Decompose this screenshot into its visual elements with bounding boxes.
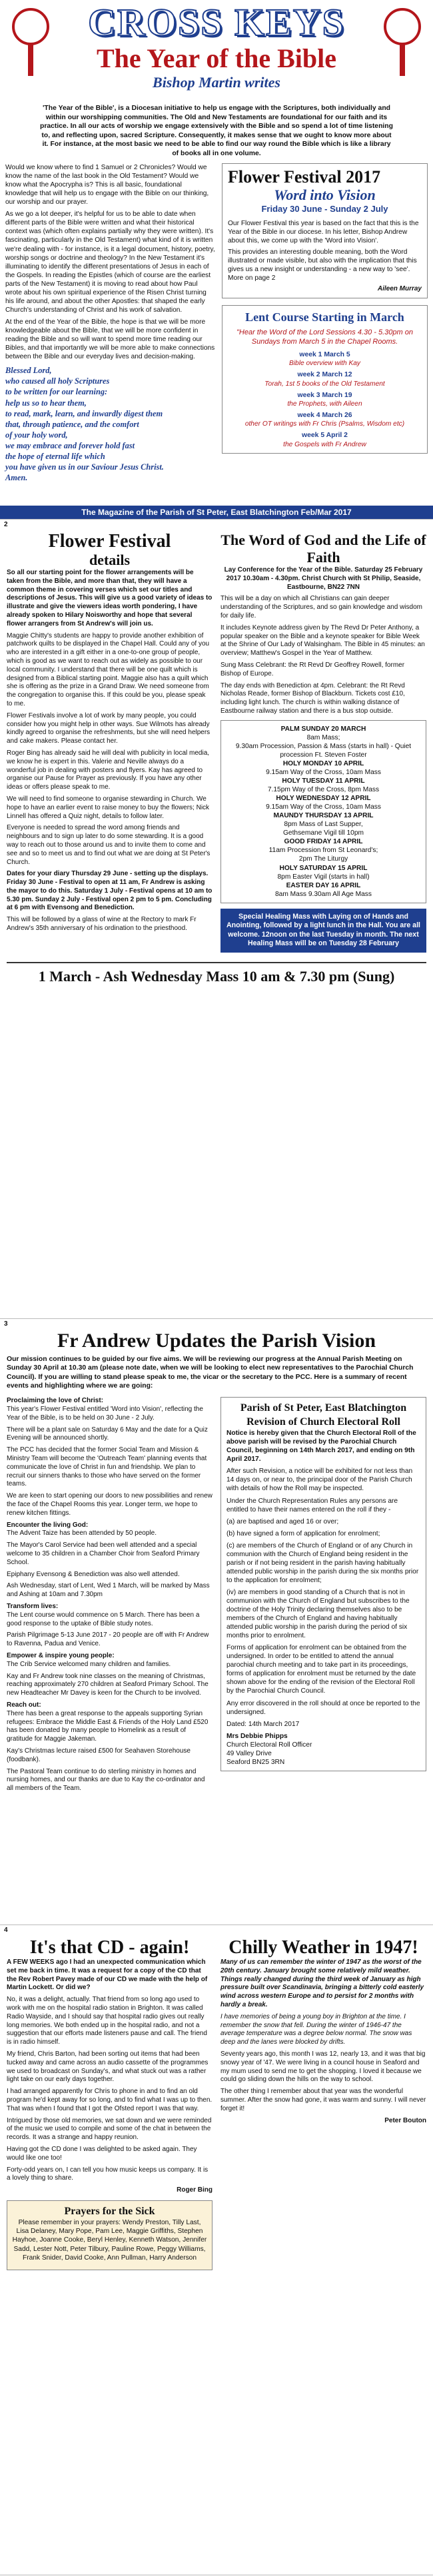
schedule-line: MAUNDY THURSDAY 13 APRIL — [273, 812, 374, 820]
wolf-subheading: Lay Conference for the Year of the Bible. Saturday 25 February 2017 10.30am - 4.30pm. Christ Church with St Philip, Seaside, Eastbourne, BN22 7NN — [224, 566, 423, 591]
collect-line: help us so to hear them, — [5, 398, 87, 408]
cd-article — [7, 1937, 213, 2270]
aim-item: Parish Pilgrimage 5-13 June 2017 - 20 people are off with Fr Andrew to Ravenna, Padua and Venice. — [7, 1631, 209, 1648]
collect-line: we may embrace and forever hold fast — [5, 441, 135, 450]
chilly-author: Peter Bouton — [384, 2116, 426, 2124]
collect-line: of your holy word, — [5, 430, 68, 440]
cd-title: It's that CD - again! — [29, 1937, 190, 1958]
lent-topic: the Gospels with Fr Andrew — [283, 440, 366, 448]
signer-line: Church Electoral Roll Officer — [226, 1741, 312, 1749]
schedule-line: 2pm The Liturgy — [298, 855, 348, 863]
intro-paragraph: 'The Year of the Bible', is a Diocesan initiative to help us engage with the Scriptures, both individually and within our worshipping communities. The Old and New Testaments are foundational for our faith and its practice. In all our acts of worship we engage extensively with the Bible and so spend a lot of time listening to, and reflecting upon, sacred Scripture. Consequently, it makes sense that we ought to know more about it. For instance, at the most basic we need to be able to find our way round the Bible which is like a library of books all in one volume. — [39, 105, 394, 157]
festival-subtitle: Word into Vision — [274, 187, 376, 204]
collect-line: that, through patience, and the comfort — [5, 419, 139, 429]
signer-line: Mrs Debbie Phipps — [226, 1732, 288, 1740]
aim-item: The Lent course would commence on 5 March. There has been a good response to the uptake of Bible study notes. — [7, 1611, 200, 1627]
notice-paragraph: Notice is hereby given that the Church Electoral Roll of the above parish will be revised by the Parochial Church Council, beginning on 14th March 2017, and ending on 9th April 2017. — [226, 1430, 416, 1464]
page2-columns — [0, 529, 433, 955]
magazine-footer: The Magazine of the Parish of St Peter, East Blatchington Feb/Mar 2017 — [0, 506, 433, 519]
vision-title: Fr Andrew Updates the Parish Vision — [57, 1330, 376, 1352]
aim-item: The Mayor's Carol Service had been well attended and a special welcome to 35 children in a Chamber Choir from Seaford Primary School. — [7, 1541, 200, 1566]
chilly-title: Chilly Weather in 1947! — [228, 1937, 418, 1958]
flower-paragraph: Everyone is needed to spread the word among friends and neighbours and to sign up later to do some stewarding. It is a good way to reach out to those around us and to invite them to come and see and so to meet us and to find out what we are doing at St Peter's Church. — [7, 824, 211, 866]
notice-item: (b) have signed a form of application for enrolment; — [226, 1529, 380, 1537]
collect-line: Blessed Lord, — [5, 366, 52, 376]
vision-lead: Our mission continues to be guided by our five aims. We will be reviewing our progress at the Annual Parish Meeting on Sunday 30 April at 10.30 am (please note date, when we will be looking to elect new representatives to the Parochial Church Council). If you are willing to stand please speak to me, the vicar or the secretary to the PCC. Here is a summary of recent events and highlighting where we are going: — [7, 1356, 414, 1390]
page-3 — [0, 1319, 433, 1925]
wolf-paragraph: Sung Mass Celebrant: the Rt Revd Dr Geoffrey Rowell, former Bishop of Europe. — [220, 661, 405, 677]
notice-subtitle: Revision of Church Electoral Roll — [246, 1416, 400, 1428]
collect-line: to be written for our learning: — [5, 387, 108, 397]
wolf-paragraph: The day ends with Benediction at 4pm. Celebrant: the Rt Revd Nicholas Reade, former Bishop of Blackburn. Tickets cost £10, including light lunch. The church is within walking distance of Eastbourne railway station and there is a bus stop outside. — [220, 681, 405, 715]
notice-paragraph: After such Revision, a notice will be exhibited for not less than 14 days on, or near to, the principal door of the Parish Church with details of how the Roll may be inspected. — [226, 1468, 413, 1493]
lent-week: week 4 March 26 — [297, 412, 352, 420]
schedule-line: 7.15pm Way of the Cross, 8pm Mass — [267, 786, 380, 794]
notice-paragraph: Forms of application for enrolment can be obtained from the undersigned. In order to be entitled to attend the annual parochial church meeting and to take part in its proceedings, forms of application for enrolment must be returned by the date shown above for the ending of the revision of the Electoral Roll by the Parochial Church Council. — [226, 1644, 416, 1695]
lent-title: Lent Course Starting in March — [245, 310, 404, 324]
magazine-title: CROSS KEYS — [88, 1, 345, 44]
letter-paragraph: At the end of the Year of the Bible, the hope is that we will be more knowledgeable about the Bible, that we will be more confident in reading the Bible and so will want to spend more time reading our Bibles, and that importantly we will be more able to make connections between the Bible and our everyday lives and decision-making. — [5, 318, 215, 361]
aim-heading: Proclaiming the love of Christ: — [7, 1397, 104, 1405]
electoral-roll-notice — [220, 1397, 426, 1797]
aim-item: There has been a great response to the appeals supporting Syrian refugees: Embrace the Middle East & Friends of the Holy Land £520 has been donated by many people to Homelink as a result of gratitude for Maggie Jakeman. — [7, 1709, 209, 1743]
cd-paragraph: A FEW WEEKS ago I had an unexpected communication which set me back in time. It was a request for a copy of the CD that the Rev Robert Pavey made of our CD we made with the help of Martin Lockett. Or did we? — [7, 1958, 208, 1992]
cd-paragraph: Intrigued by those old memories, we sat down and we were reminded of the music we used to compile and some of the chat in between the records. It was a strange and happy reunion. — [7, 2116, 212, 2142]
holy-week-schedule — [220, 720, 426, 903]
schedule-line: HOLY TUESDAY 11 APRIL — [282, 777, 365, 785]
page1-columns — [0, 163, 433, 483]
page-4 — [0, 1925, 433, 2575]
collect-line: the hope of eternal life which — [5, 452, 105, 462]
notice-paragraph: Any error discovered in the roll should at once be reported to the undersigned. — [226, 1699, 420, 1716]
schedule-line: HOLY WEDNESDAY 12 APRIL — [276, 795, 371, 803]
lent-week: week 1 March 5 — [299, 351, 350, 359]
letter-paragraph: Would we know where to find 1 Samuel or 2 Chronicles? Would we know the name of the last book in the Old Testament? Would we know what the Apocrypha is? This is all basic, foundational knowledge that will help us to engage with the Bible on our thinking, our worship and our prayer. — [5, 164, 209, 207]
aim-item: Ash Wednesday, start of Lent, Wed 1 March, will be marked by Mass and Ashing at 10am and 7.30pm — [7, 1582, 210, 1599]
aim-item: The Crib Service welcomed many children and families. — [7, 1660, 171, 1668]
schedule-line: HOLY MONDAY 10 APRIL — [282, 759, 364, 767]
notice-title: Parish of St Peter, East Blatchington — [240, 1402, 407, 1414]
cd-paragraph: My friend, Chris Barton, had been sorting out items that had been tucked away and came across an audio cassette of the programmes we used to broadcast on Sunday's, and what stuck out was a rather light take on our early days together. — [7, 2050, 209, 2084]
aim-item: Epiphany Evensong & Benediction was also well attended. — [7, 1570, 180, 1578]
schedule-line: HOLY SATURDAY 15 APRIL — [279, 864, 368, 872]
flower-paragraph: Flower Festivals involve a lot of work by many people, you could consider how you might help in other ways. Sue Wilmots has already kindly agreed to organise the refreshments, but she will need helpers and cake makers. Please contact her. — [7, 711, 211, 745]
sidebar-boxes — [222, 163, 428, 483]
aim-item: Kay's Christmas lecture raised £500 for Seahaven Storehouse (foodbank). — [7, 1747, 191, 1763]
festival-signature: Aileen Murray — [377, 285, 422, 293]
aim-heading: Reach out: — [7, 1701, 41, 1709]
aim-item: We are keen to start opening our doors to new possibilities and renew the face of the Chapel Rooms this year. Longer term, we hope to renew kitchen fittings. — [7, 1492, 213, 1517]
lent-week: week 2 March 12 — [297, 371, 352, 379]
letter-paragraph: As we go a lot deeper, it's helpful for us to be able to date when different parts of the Bible were written and what their historical context was (which often explains partially why they were written). It's fascinating, particularly in the Old Testament) what kind of it is written we're dealing with - for instance, is it a legal document, history, poetry, worship songs or doctrine and theology? In the New Testament it's illuminating to identify the different presentations of Jesus in each of the Gospels. In reading the Epistles (which of course are the earliest parts of the New Testament) it is moving to read about how Paul wrote about his own spiritual experience of the Risen Christ turning his life around, and about the other Apostles: that shaped the early Church's understanding of Christ and his work of salvation. — [5, 211, 215, 314]
cd-paragraph: No, it was a delight, actually. That friend from so long ago used to work with me on the hospital radio station in Brighton. It was called Radio Wayside, and I should say that hospital radio gives out really long memories. We both ended up in the hospital radio, and not a suggestion that our efforts made listeners pause and call. The friend is in radio himself. — [7, 1996, 207, 2046]
aim-item: The PCC has decided that the former Social Team and Mission & Ministry Team will become the 'Outreach Team' planning events that communicate the love of Christ in fun and friendship. We plan to recruit our sinners thanks to those who have served on the former teams. — [7, 1446, 207, 1488]
aim-item: This year's Flower Festival entitled 'Word into Vision', reflecting the Year of the Bible, is to be held on 30 June - 2 July. — [7, 1406, 203, 1422]
wolf-paragraph: It includes Keynote address given by The Revd Dr Peter Anthony, a popular speaker on the Bible and a keynote speaker for Bible Week at the Shrine of Our Lady of Walsingham. The Bible in 45 minutes: an overview; Matthew's Gospel in the Year of Matthew. — [220, 624, 425, 657]
chilly-paragraph: The other thing I remember about that year was the wonderful summer. After the snow had gone, it was warm and sunny. I will never forget it! — [220, 2088, 426, 2112]
schedule-line: 9.15am Way of the Cross, 10am Mass — [266, 803, 381, 811]
festival-title: Flower Festival 2017 — [228, 167, 381, 187]
bishop-letter — [5, 163, 215, 483]
collect-line: to read, mark, learn, and inwardly digest them — [5, 408, 163, 418]
collect-line: you have given us in our Saviour Jesus Christ. — [5, 462, 164, 472]
flower-festival-box — [222, 163, 428, 298]
flower-festival-details — [7, 532, 213, 953]
aim-heading: Transform lives: — [7, 1602, 59, 1610]
magazine-subtitle: The Year of the Bible — [97, 43, 336, 73]
flower-paragraph: So all our starting point for the flower arrangements will be taken from the Bible, and more than that, they will have a common theme in covering verses which set our titles and descriptions of Jesus. This will give us a good variety of ideas to illustrate and give the viewers ideas worth pondering, I have already spoken to Hilary Noisworthy and hope that several flower arrangers from St Andrew's will join us. — [7, 569, 213, 628]
flower-paragraph: Dates for your diary Thursday 29 June - setting up the displays. Friday 30 June - Festival to open at 11 am, Fr Andrew is asking the mayor to do this. Saturday 1 July - Festival opens at 10 am to 5.30 pm. Sunday 2 July - Festival open 2 pm to 5 pm. Concluding at 6 pm with Evensong and Benediction. — [7, 870, 213, 912]
signer-line: Seaford BN25 3RN — [226, 1758, 285, 1766]
festival-text: This provides an interesting double meaning, both the Word illustrated or made visible, but also with the implication that this gives us a new insight or understanding - a new way to 'see'. More on page 2 — [228, 248, 417, 282]
collect-line: who caused all holy Scriptures — [5, 376, 110, 386]
lent-topic: Torah, 1st 5 books of the Old Testament — [264, 380, 385, 388]
aim-item: The Pastoral Team continue to do sterling ministry in homes and nursing homes, and our thanks are due to Kay the co-ordinator and all members of the Team. — [7, 1767, 205, 1793]
prayers-box — [7, 2200, 213, 2270]
chilly-paragraph: Seventy years ago, this month I was 12, nearly 13, and it was that big snowy year of '47. We were living in a council house in Seaford and my mum used to send me to get the shopping. I loved it because we could go sliding down the hills on the way to school. — [220, 2050, 426, 2084]
collect-line: Amen. — [5, 473, 28, 483]
aim-item: Kay and Fr Andrew took nine classes on the meaning of Christmas, reaching approximately 270 children at Seaford Primary School. The new Headteacher Mr Davey is keen for the Church to be involved. — [7, 1672, 209, 1697]
cd-paragraph: Having got the CD done I was delighted to be asked again. They would like one too! — [7, 2145, 197, 2162]
flower-paragraph: Maggie Chitty's students are happy to provide another exhibition of patchwork quilts to be displayed in the Chapel Hall. Could any of you who are interested in a gift either in a one-to-one group of people, which is good as we want to reach out as widely as possible to our local community. I understand that there will be one quilt which is designed from a Biblical starting point. Maggie also has a quilt which she is offering as the prize in a Grand Draw. We need someone from the congregation to organise this. If this could be you, please speak to me. — [7, 632, 210, 707]
chilly-paragraph: Many of us can remember the winter of 1947 as the worst of the 20th century. January brought some relatively mild weather. Things really changed during the third week of January as high pressure built over Scandinavia, bringing a bitterly cold easterly wind across western Europe and to persist for 2 months with hardly a break. — [220, 1958, 424, 2008]
aim-item: The Advent Taize has been attended by 50 people. — [7, 1529, 157, 1537]
lent-course-box — [222, 305, 428, 454]
page3-columns — [0, 1394, 433, 1799]
festival-text: Our Flower Festival this year is based on the fact that this is the Year of the Bible in our diocese. In his letter, Bishop Andrew about this, we come up with the 'Word into Vision'. — [228, 219, 419, 244]
lent-topic: other OT writings with Fr Chris (Psalms, Wisdom etc) — [244, 420, 405, 428]
lent-week: week 5 April 2 — [302, 432, 348, 440]
cd-paragraph: I had arranged apparently for Chris to phone in and to find an old program he'd kept away for so long, and to find what I was up to then. That was when I found that I got the Ofsted report I was that way. — [7, 2088, 213, 2112]
word-of-god-column — [220, 532, 426, 953]
page-1 — [0, 0, 433, 520]
schedule-line: 9.30am Procession, Passion & Mass (starts in hall) - Quiet procession Ft. Steven Foster — [235, 742, 412, 759]
page-number: 2 — [4, 521, 8, 528]
notice-item: (c) are members of the Church of England or of any Church in communion with the Church of England being resident in the parish or if not being resident in the parish having habitually attended public worship in the parish during the six months prior to the application for enrolment; — [226, 1541, 419, 1584]
wolf-heading: The Word of God and the Life of Faith — [220, 532, 426, 566]
flower-subheading: details — [89, 552, 131, 568]
schedule-line: GOOD FRIDAY 14 APRIL — [284, 838, 363, 846]
schedule-line: 8pm Mass of Last Supper, — [284, 821, 363, 829]
flower-paragraph: We will need to find someone to organise stewarding in Church. We hope to have an earlier event to raise money to buy the flowers; Nick Linnell has offered a Quiz night, details to follow later. — [7, 795, 210, 820]
lent-week: week 3 March 19 — [297, 391, 352, 399]
lent-topic: the Prophets, with Aileen — [287, 400, 362, 408]
schedule-line: 8am Mass 9.30am All Age Mass — [275, 890, 372, 898]
aim-heading: Empower & inspire young people: — [7, 1651, 115, 1659]
prayers-list: Please remember in your prayers: Wendy Preston, Tilly Last, Lisa Delaney, Mary Pope, Pam Lee, Maggie Griffiths, Stephen Hayhoe, Joanne Cooke, Beryl Henley, Kenneth Watson, Jennifer Sadd, Lester Nott, Peter Tilbury, Pauline Rowe, Peggy Williams, Frank Snider, David Cooke, Ann Pullman, Harry Anderson — [12, 2219, 207, 2262]
notice-box — [220, 1397, 426, 1771]
schedule-line: 8pm Easter Vigil (starts in hall) — [277, 873, 370, 881]
schedule-line: Gethsemane Vigil till 10pm — [283, 829, 364, 837]
magazine-byline: Bishop Martin writes — [153, 74, 280, 91]
schedule-line: 9.15am Way of the Cross, 10am Mass — [266, 768, 381, 776]
flower-heading: Flower Festival — [48, 531, 171, 552]
notice-date: Dated: 14th March 2017 — [226, 1720, 300, 1728]
masthead — [0, 0, 433, 100]
flower-paragraph: Roger Bing has already said he will deal with publicity in local media, we know he is expert in this. Valerie and Neville always do a wonderful job in dealing with posters and flyers. Kay has agreed to organise our Pause for Prayer as previously. If you have any other ideas or offers please speak to me. — [7, 749, 210, 791]
schedule-line: PALM SUNDAY 20 MARCH — [280, 725, 366, 733]
notice-item: (iv) are members in good standing of a Church that is not in communion with the Church of England but subscribes to the doctrine of the Holy Trinity declaring themselves also to be members of the Church of England and having habitually attended public worship in the parish during the period of six months prior to enrolment. — [226, 1588, 410, 1640]
festival-dates: Friday 30 June - Sunday 2 July — [261, 204, 388, 215]
healing-mass-box: Special Healing Mass with Laying on of Hands and Anointing, followed by a light lunch in the Hall. You are all welcome. 12noon on the last Tuesday in month. The next Healing Mass will be on Tuesday 28 February — [220, 909, 426, 953]
page4-columns — [0, 1934, 433, 2273]
aim-heading: Encounter the living God: — [7, 1521, 89, 1529]
page-number: 4 — [4, 1927, 8, 1934]
collect-prayer — [5, 365, 215, 483]
flower-paragraph: This will be followed by a glass of wine at the Rectory to mark Fr Andrew's 35th anniversary of his ordination to the priesthood. — [7, 916, 197, 933]
aim-item: There will be a plant sale on Saturday 6 May and the date for a Quiz Evening will be announced shortly. — [7, 1426, 208, 1442]
chilly-article — [220, 1937, 426, 2270]
page-2 — [0, 520, 433, 1319]
page-number: 3 — [4, 1320, 8, 1328]
vision-aims — [7, 1397, 213, 1797]
signer-line: 49 Valley Drive — [226, 1749, 272, 1757]
schedule-line: 11am Procession from St Leonard's; — [268, 847, 378, 855]
schedule-line: 8am Mass; — [306, 733, 340, 741]
schedule-line: EASTER DAY 16 APRIL — [286, 881, 361, 889]
lent-topic: Bible overview with Kay — [288, 360, 360, 368]
chilly-paragraph: I have memories of being a young boy in Brighton at the time. I remember the snow that fell. During the winter of 1946-47 the average temperature was a degree below normal. The snow was deep and the lanes were blocked by drifts. — [220, 2012, 412, 2046]
ash-wednesday-banner: 1 March - Ash Wednesday Mass 10 am & 7.30 pm (Sung) — [7, 962, 426, 986]
notice-paragraph: Under the Church Representation Rules any persons are entitled to have their names entered on the roll if they - — [226, 1497, 398, 1513]
lent-blurb: "Hear the Word of the Lord Sessions 4.30 - 5.30pm on Sundays from March 5 in the Chapel Rooms. — [236, 328, 413, 346]
wolf-paragraph: This will be a day on which all Christians can gain deeper understanding of the Scriptures, and so gain knowledge and wisdom for daily life. — [220, 595, 422, 620]
cd-paragraph: Forty-odd years on, I can tell you how music keeps us company. It is a lovely thing to share. — [7, 2166, 209, 2182]
cd-author: Roger Bing — [177, 2186, 213, 2194]
notice-item: (a) are baptised and aged 16 or over; — [226, 1517, 339, 1525]
prayers-title: Prayers for the Sick — [64, 2205, 155, 2217]
